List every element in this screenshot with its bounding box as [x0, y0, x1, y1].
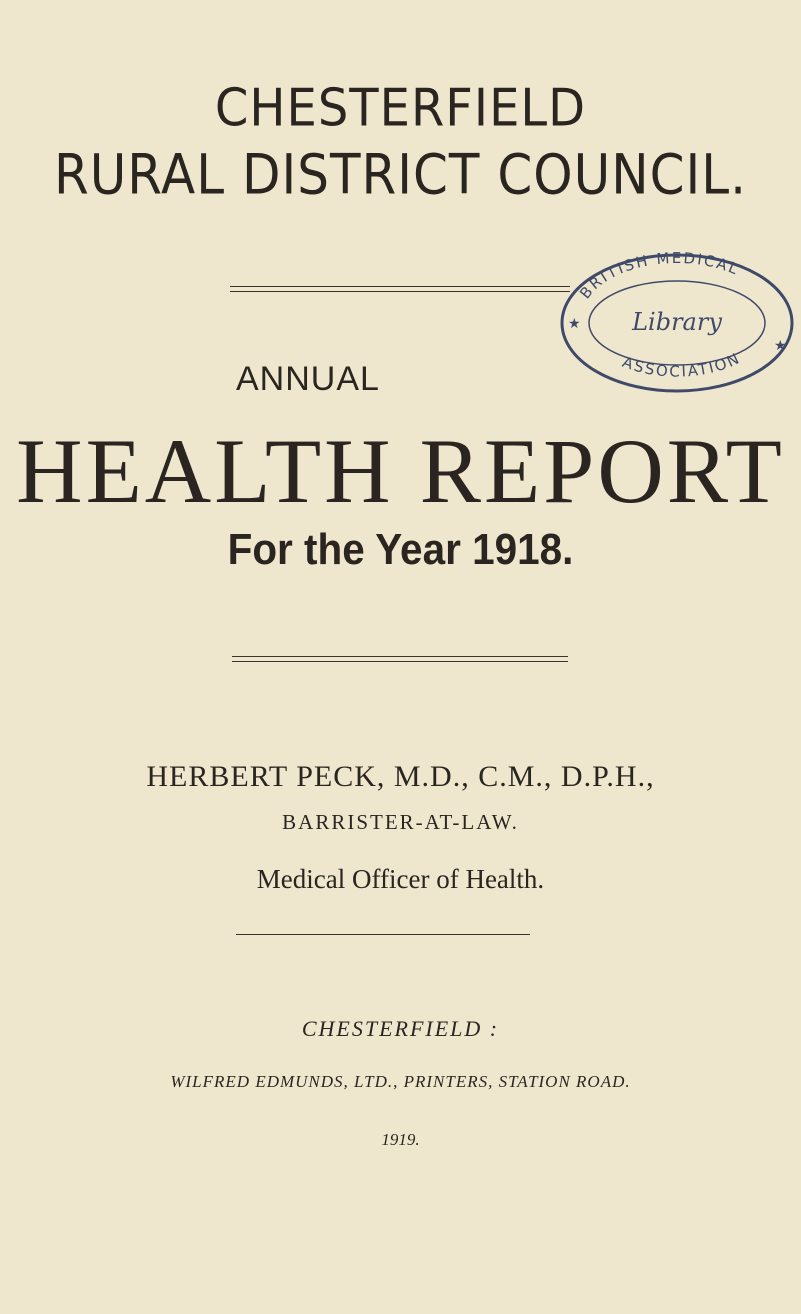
- top-double-rule-upper: [230, 286, 570, 287]
- report-year: For the Year 1918.: [227, 525, 574, 574]
- svg-text:ASSOCIATION: [620, 349, 743, 381]
- council-name-line-2: RURAL DISTRICT COUNCIL.: [53, 143, 748, 207]
- svg-text:★: ★: [568, 316, 581, 332]
- stamp-top-text: BRITISH MEDICAL: [576, 248, 743, 303]
- author-qualification: BARRISTER-AT-LAW.: [282, 810, 519, 834]
- middle-double-rule-lower: [232, 661, 568, 662]
- annual-label: ANNUAL: [236, 360, 380, 398]
- council-name-line-1: CHESTERFIELD: [214, 77, 587, 139]
- top-double-rule-lower: [230, 291, 570, 292]
- imprint-year: 1919.: [381, 1130, 420, 1149]
- stamp-center-text: Library: [632, 308, 722, 336]
- middle-double-rule-upper: [232, 656, 568, 657]
- svg-text:BRITISH MEDICAL: [576, 249, 742, 302]
- author-office: Medical Officer of Health.: [256, 864, 545, 894]
- library-association-stamp-icon: [552, 248, 801, 398]
- lower-rule: [236, 934, 530, 935]
- svg-text:★: ★: [774, 338, 787, 354]
- author-name: HERBERT PECK, M.D., C.M., D.P.H.,: [146, 760, 655, 793]
- imprint-printer: WILFRED EDMUNDS, LTD., PRINTERS, STATION ROAD.: [170, 1072, 631, 1091]
- imprint-place: CHESTERFIELD :: [301, 1016, 500, 1041]
- stamp-bottom-text: ASSOCIATION: [620, 348, 744, 381]
- report-title: HEALTH REPORT: [16, 420, 785, 522]
